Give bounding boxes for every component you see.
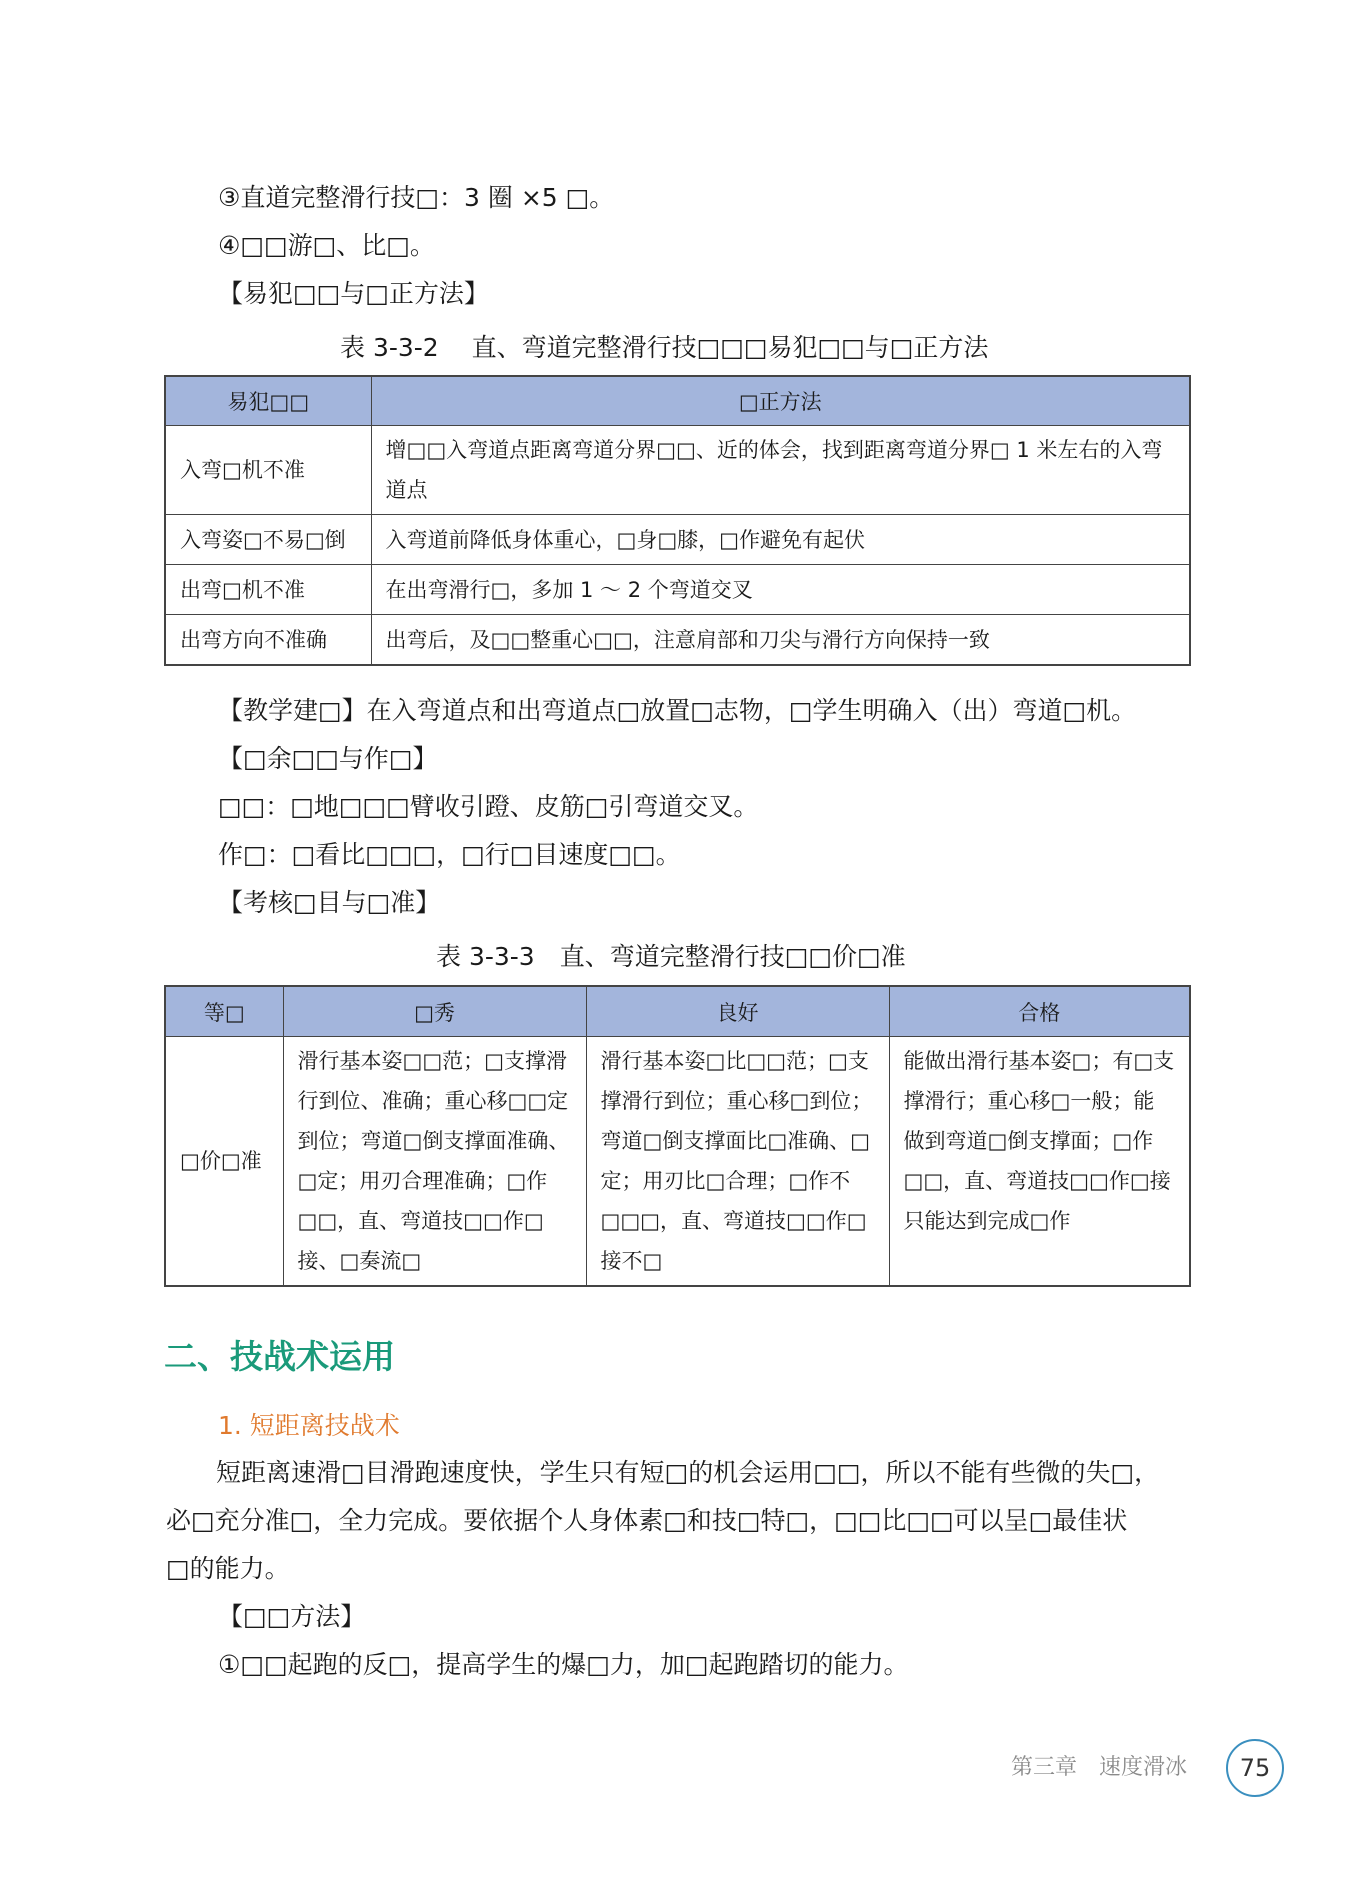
paragraph-line: □的能力。 xyxy=(166,1554,290,1583)
subsection-title: 1. 短距离技战术 xyxy=(218,1411,400,1440)
table-cell: 入弯姿□不易□倒 xyxy=(165,515,371,565)
paragraph-line: 必□充分准□，全力完成。要依据个人身体素□和技□特□，□□比□□可以呈□最佳状 xyxy=(166,1506,1128,1535)
table-cell: 增□□入弯道点距离弯道分界□□、近的体会，找到距离弯道分界□ 1 米左右的入弯道点 xyxy=(371,426,1190,515)
table-row xyxy=(165,565,1190,615)
table-cell: 入弯道前降低身体重心，□身□膝，□作避免有起伏 xyxy=(371,515,1190,565)
table-cell: 在出弯滑行□，多加 1 ～ 2 个弯道交叉 xyxy=(371,565,1190,615)
table1-caption: 表 3-3-2 直、弯道完整滑行技□□□易犯□□与□正方法 xyxy=(340,333,989,362)
table-row xyxy=(165,615,1190,666)
table-header-cell: □秀 xyxy=(283,986,586,1037)
heading-assessment: 【考核□目与□准】 xyxy=(218,888,441,917)
table-cell: 滑行基本姿□□范；□支撑滑行到位、准确；重心移□□定到位；弯道□倒支撑面准确、□定；用刃合理准确；□作□□，直、弯道技□□作□接、□奏流□ xyxy=(283,1037,586,1287)
heading-training-methods: 【□□方法】 xyxy=(218,1602,366,1631)
table-header-cell: □正方法 xyxy=(371,376,1190,426)
table-cell: 出弯□机不准 xyxy=(165,565,371,615)
paragraph-line: 短距离速滑□目滑跑速度快，学生只有短□的机会运用□□，所以不能有些微的失□， xyxy=(166,1458,1160,1487)
teaching-suggestion: 【教学建□】在入弯道点和出弯道点□放置□志物，□学生明确入（出）弯道□机。 xyxy=(218,696,1137,725)
table-cell: 出弯后，及□□整重心□□，注意肩部和刀尖与滑行方向保持一致 xyxy=(371,615,1190,666)
table-header-cell: 合格 xyxy=(889,986,1190,1037)
homework-line: 作□：□看比□□□，□行□目速度□□。 xyxy=(218,840,681,869)
table-header-row xyxy=(165,376,1190,426)
table-header-row xyxy=(165,986,1190,1037)
table-header-cell: 良好 xyxy=(586,986,889,1037)
practice-line: □□：□地□□□臂收引蹬、皮筋□引弯道交叉。 xyxy=(218,792,759,821)
table-cell: 入弯□机不准 xyxy=(165,426,371,515)
errors-table xyxy=(164,375,1191,666)
table-row xyxy=(165,515,1190,565)
table-cell: 滑行基本姿□比□□范；□支撑滑行到位；重心移□到位；弯道□倒支撑面比□准确、□定；用刃比□合理；□作不□□□，直、弯道技□□作□接不□ xyxy=(586,1037,889,1287)
assessment-table xyxy=(164,985,1191,1287)
table-row-label: □价□准 xyxy=(165,1037,283,1287)
table-row xyxy=(165,426,1190,515)
table-cell: 能做出滑行基本姿□；有□支撑滑行；重心移□一般；能做到弯道□倒支撑面；□作□□，直、弯道技□□作□接只能达到完成□作 xyxy=(889,1037,1190,1287)
list-line-1: ①□□起跑的反□，提高学生的爆□力，加□起跑踏切的能力。 xyxy=(218,1650,909,1679)
table-header-cell: 易犯□□ xyxy=(165,376,371,426)
list-line-3: ③直道完整滑行技□：3 圈 ×5 □。 xyxy=(218,183,615,212)
table-header-cell: 等□ xyxy=(165,986,283,1037)
section-title: 二、技战术运用 xyxy=(164,1337,395,1376)
footer-chapter: 第三章 速度滑冰 xyxy=(1011,1755,1188,1780)
table-row xyxy=(165,1037,1190,1287)
list-line-4: ④□□游□、比□。 xyxy=(218,231,435,260)
page-number: 75 xyxy=(1226,1739,1284,1797)
heading-extracurricular: 【□余□□与作□】 xyxy=(218,744,438,773)
heading-common-errors: 【易犯□□与□正方法】 xyxy=(218,279,489,308)
table-cell: 出弯方向不准确 xyxy=(165,615,371,666)
table2-caption: 表 3-3-3 直、弯道完整滑行技□□价□准 xyxy=(436,942,906,971)
